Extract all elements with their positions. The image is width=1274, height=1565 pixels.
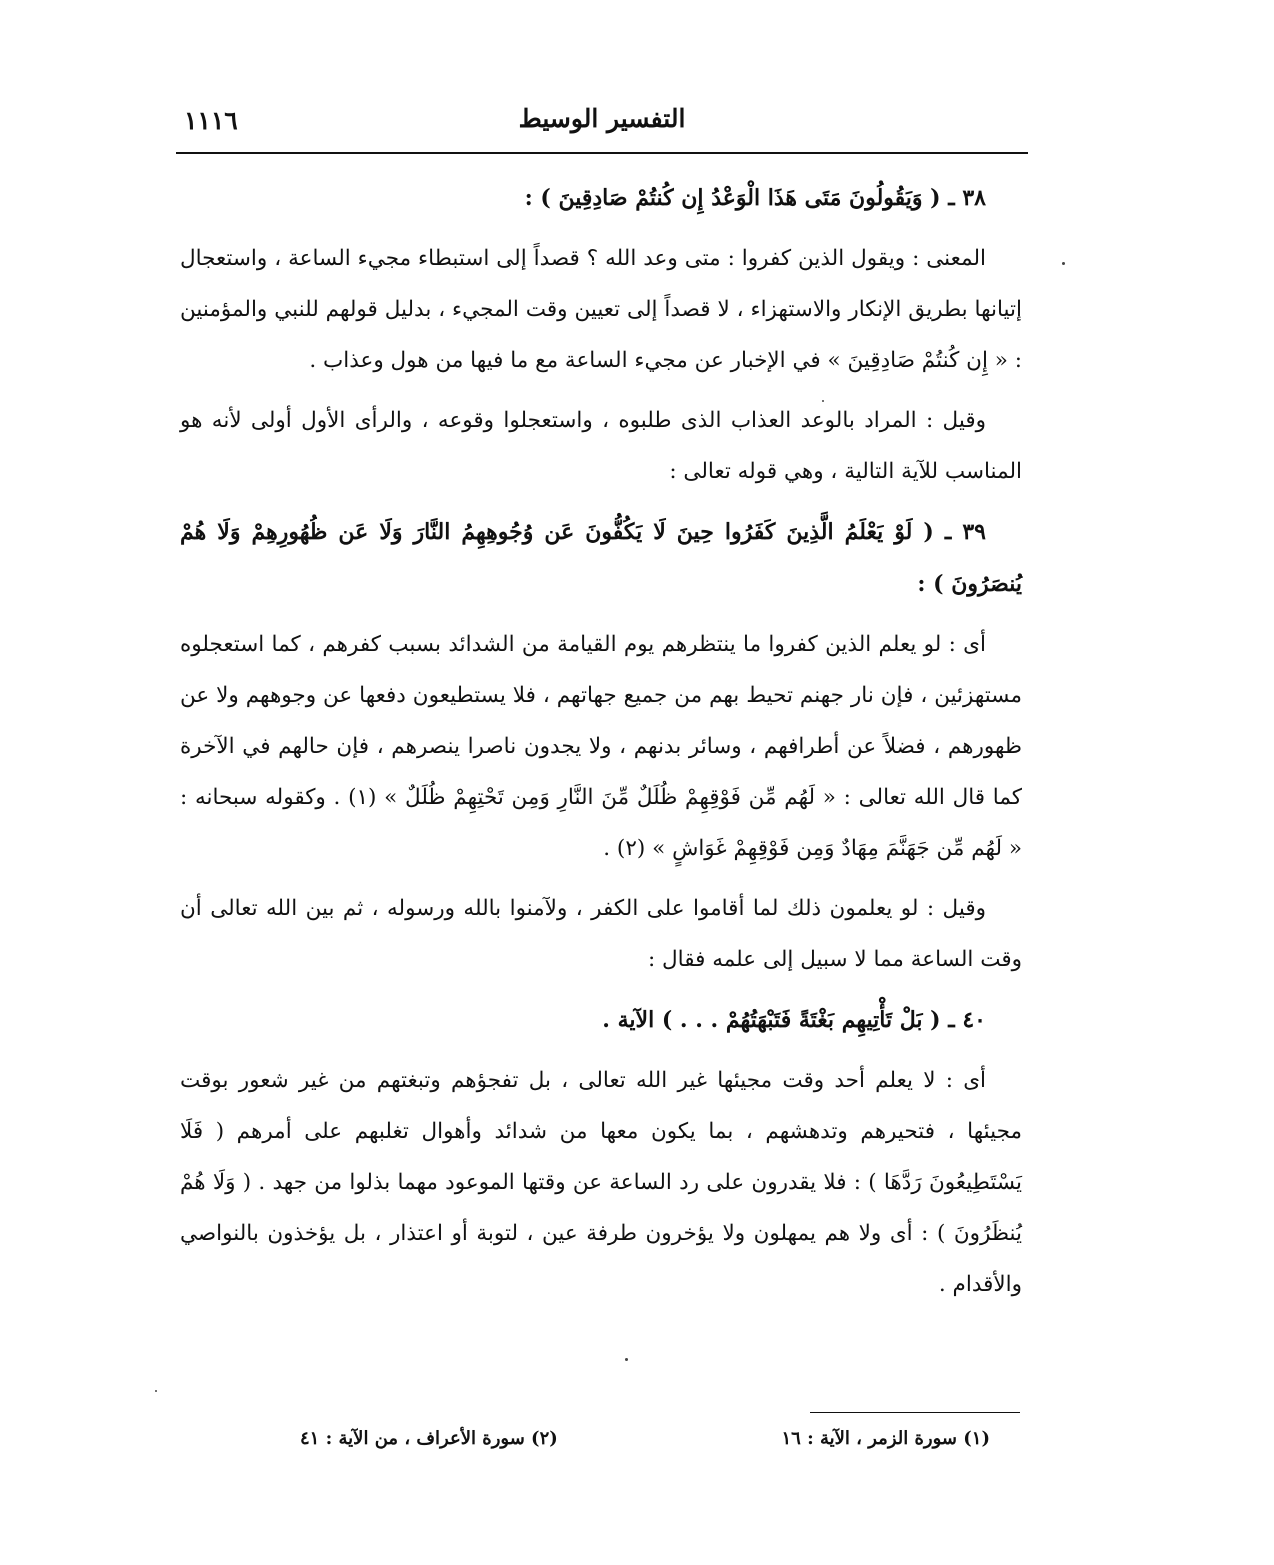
paragraph-4: وقيل : لو يعلمون ذلك لما أقاموا على الكفر ، ولآمنوا بالله ورسوله ، ثم بين الله تعالى أن وقت الساعة مما لا سبيل إلى علمه فقال : (180, 896, 1022, 972)
scan-speck (625, 1358, 628, 1361)
footnote-2: (٢) سورة الأعراف ، من الآية : ٤١ (300, 1428, 558, 1449)
footnote-1: (١) سورة الزمر ، الآية : ١٦ (781, 1428, 990, 1449)
paragraph-1: المعنى : ويقول الذين كفروا : متى وعد الله ؟ قصداً إلى استبطاء مجيء الساعة ، واستعجال إتيانها بطريق الإنكار والاستهزاء ، لا قصداً إلى تعيين وقت المجيء ، بدليل قولهم للنبي والمؤمنين : « إِن كُنتُمْ صَادِقِينَ » في الإخبار عن مجيء الساعة مع ما فيها من هول وعذاب . (180, 246, 1022, 373)
verse-38: ٣٨ ـ ( وَيَقُولُونَ مَتَى هَذَا الْوَعْدُ إِن كُنتُمْ صَادِقِينَ ) : (524, 185, 986, 211)
verse-39: ٣٩ ـ ( لَوْ يَعْلَمُ الَّذِينَ كَفَرُوا حِينَ لَا يَكُفُّونَ عَن وُجُوهِهِمُ النَّارَ وَلَا عَن ظُهُورِهِمْ وَلَا هُمْ يُنصَرُونَ ) : (180, 519, 1022, 597)
page-header (176, 98, 1028, 154)
scan-speck (1062, 262, 1065, 265)
paragraph-5: أى : لا يعلم أحد وقت مجيئها غير الله تعالى ، بل تفجؤهم وتبغتهم من غير شعور بوقت مجيئها ، فتحيرهم وتدهشهم ، بما يكون معها من شدائد وأهوال تغلبهم على أمرهم ( فَلَا يَسْتَطِيعُونَ رَدَّهَا ) : فلا يقدرون على رد الساعة عن وقتها الموعود مهما بذلوا من جهد . ( وَلَا هُمْ يُنظَرُونَ ) : أى ولا هم يمهلون ولا يؤخرون طرفة عين ، لتوبة أو اعتذار ، بل يؤخذون بالنواصي والأقدام . (180, 1068, 1022, 1297)
paragraph-3: أى : لو يعلم الذين كفروا ما ينتظرهم يوم القيامة من الشدائد بسبب كفرهم ، كما استعجلوه مستهزئين ، فإن نار جهنم تحيط بهم من جميع جهاتهم ، فلا يستطيعون دفعها عن وجوههم ولا عن ظهورهم ، فضلاً عن أطرافهم ، وسائر بدنهم ، ولا يجدون ناصرا ينصرهم ، فإن حالهم في الآخرة كما قال الله تعالى : « لَهُم مِّن فَوْقِهِمْ ظُلَلٌ مِّنَ النَّارِ وَمِن تَحْتِهِمْ ظُلَلٌ » (١) . وكقوله سبحانه : « لَهُم مِّن جَهَنَّمَ مِهَادٌ وَمِن فَوْقِهِمْ غَوَاشٍ » (٢) . (180, 632, 1022, 861)
running-title: التفسير الوسيط (518, 104, 686, 133)
scan-speck (155, 1390, 157, 1392)
page-body (180, 172, 1022, 1319)
verse-40: ٤٠ ـ ( بَلْ تَأْتِيهِم بَغْتَةً فَتَبْهَتُهُمْ . . . ) الآية . (602, 1007, 986, 1033)
page-number: ١١١٦ (184, 106, 238, 135)
scan-speck (822, 400, 824, 402)
footnote-divider (810, 1412, 1020, 1413)
footnotes (300, 1424, 990, 1464)
paragraph-2: وقيل : المراد بالوعد العذاب الذى طلبوه ، واستعجلوا وقوعه ، والرأى الأول أولى لأنه هو المناسب للآية التالية ، وهي قوله تعالى : (180, 408, 1022, 484)
